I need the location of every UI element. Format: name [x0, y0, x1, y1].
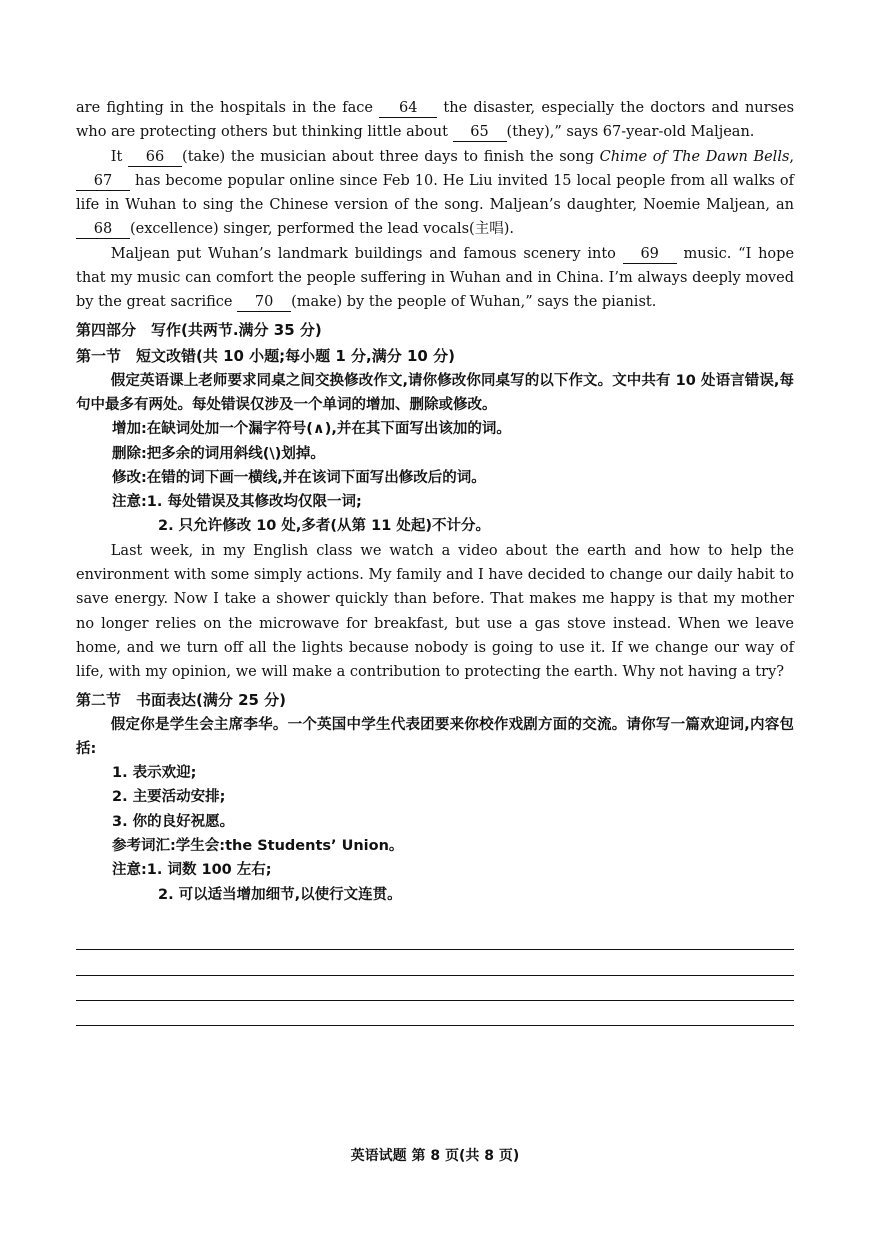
text: the disaster, especially the doctors and nurses who are protecting others but thinking little about [76, 100, 795, 141]
blank-66[interactable]: 66 [128, 148, 182, 167]
blank-68[interactable]: 68 [76, 220, 130, 239]
content-item-1: 1. 表示欢迎; [112, 765, 197, 782]
section2-heading: 第二节 书面表达(满分 25 分) [76, 690, 287, 709]
writing-note-2: 2. 可以适当增加细节,以使行文连贯。 [158, 886, 402, 903]
section2-instructions: 假定你是学生会主席李华。一个英国中学生代表团要来你校作戏剧方面的交流。请你写一篇欢迎词,内容包括: [76, 716, 794, 757]
cloze-paragraph-3 [76, 242, 794, 315]
blank-70[interactable]: 70 [237, 293, 291, 312]
rule-delete: 删除:把多余的词用斜线(\)划掉。 [112, 445, 325, 462]
answer-line[interactable] [76, 976, 794, 1001]
note-1: 注意:1. 每处错误及其修改均仅限一词; [112, 494, 362, 511]
blank-67[interactable]: 67 [76, 172, 130, 191]
text: It [110, 148, 123, 165]
cloze-paragraph-1 [76, 96, 794, 145]
text: (they),” says 67-year-old Maljean. [506, 124, 755, 141]
text: (take) the musician about three days to finish the song [182, 148, 594, 165]
blank-69[interactable]: 69 [623, 245, 677, 264]
text: music. “I hope that my music can comfort the people suffering in Wuhan and in China. I’m always deeply moved by the great sacrifice [76, 245, 795, 311]
song-title: Chime of The Dawn Bells [599, 148, 790, 165]
answer-line[interactable] [76, 950, 794, 975]
note-2: 2. 只允许修改 10 处,多者(从第 11 处起)不计分。 [158, 518, 490, 535]
text: are fighting in the hospitals in the face [76, 100, 374, 116]
text: , [789, 148, 795, 165]
rule-add: 增加:在缺词处加一个漏字符号(∧),并在其下面写出该加的词。 [112, 421, 511, 438]
page-footer: 英语试题 第 8 页(共 8 页) [350, 1148, 520, 1164]
text: has become popular online since Feb 10. He Liu invited 15 local people from all walks of life in Wuhan to sing the Chinese version of the song. Maljean’s daughter, Noemie Maljean, an [76, 172, 795, 214]
exam-page [76, 96, 794, 907]
blank-64[interactable]: 64 [379, 99, 437, 118]
text: (excellence) singer, performed the lead vocals(主唱). [130, 221, 514, 238]
text: (make) by the people of Wuhan,” says the pianist. [291, 294, 657, 311]
error-correction-passage: Last week, in my English class we watch a video about the earth and how to help the environment with some simply actions. My family and I have decided to change our daily habit to save energy. Now I take a shower quickly than before. That makes me happy is that my mother no longer relies on the microwave for breakfast, but use a gas stove instead. When we leave home, and we turn off all the lights because nobody is going to use it. If we change our way of life, with my opinion, we will make a contribution to protecting the earth. Why not having a try? [76, 542, 794, 681]
cloze-paragraph-2 [76, 145, 794, 242]
content-item-2: 2. 主要活动安排; [112, 789, 226, 806]
part4-heading: 第四部分 写作(共两节.满分 35 分) [76, 320, 322, 339]
rule-modify: 修改:在错的词下画一横线,并在该词下面写出修改后的词。 [112, 469, 486, 486]
answer-line[interactable] [76, 1001, 794, 1026]
text: Maljean put Wuhan’s landmark buildings and famous scenery into [110, 245, 616, 262]
answer-line[interactable] [76, 925, 794, 950]
writing-note-1: 注意:1. 词数 100 左右; [112, 862, 272, 879]
section1-instructions: 假定英语课上老师要求同桌之间交换修改作文,请你修改你同桌写的以下作文。文中共有 10 处语言错误,每句中最多有两处。每处错误仅涉及一个单词的增加、删除或修改。 [76, 372, 794, 413]
section1-heading: 第一节 短文改错(共 10 小题;每小题 1 分,满分 10 分) [76, 346, 455, 365]
reference-vocabulary: 参考词汇:学生会:the Students’ Union。 [112, 838, 404, 855]
answer-lines [76, 925, 794, 1026]
content-item-3: 3. 你的良好祝愿。 [112, 813, 235, 830]
blank-65[interactable]: 65 [453, 123, 507, 142]
